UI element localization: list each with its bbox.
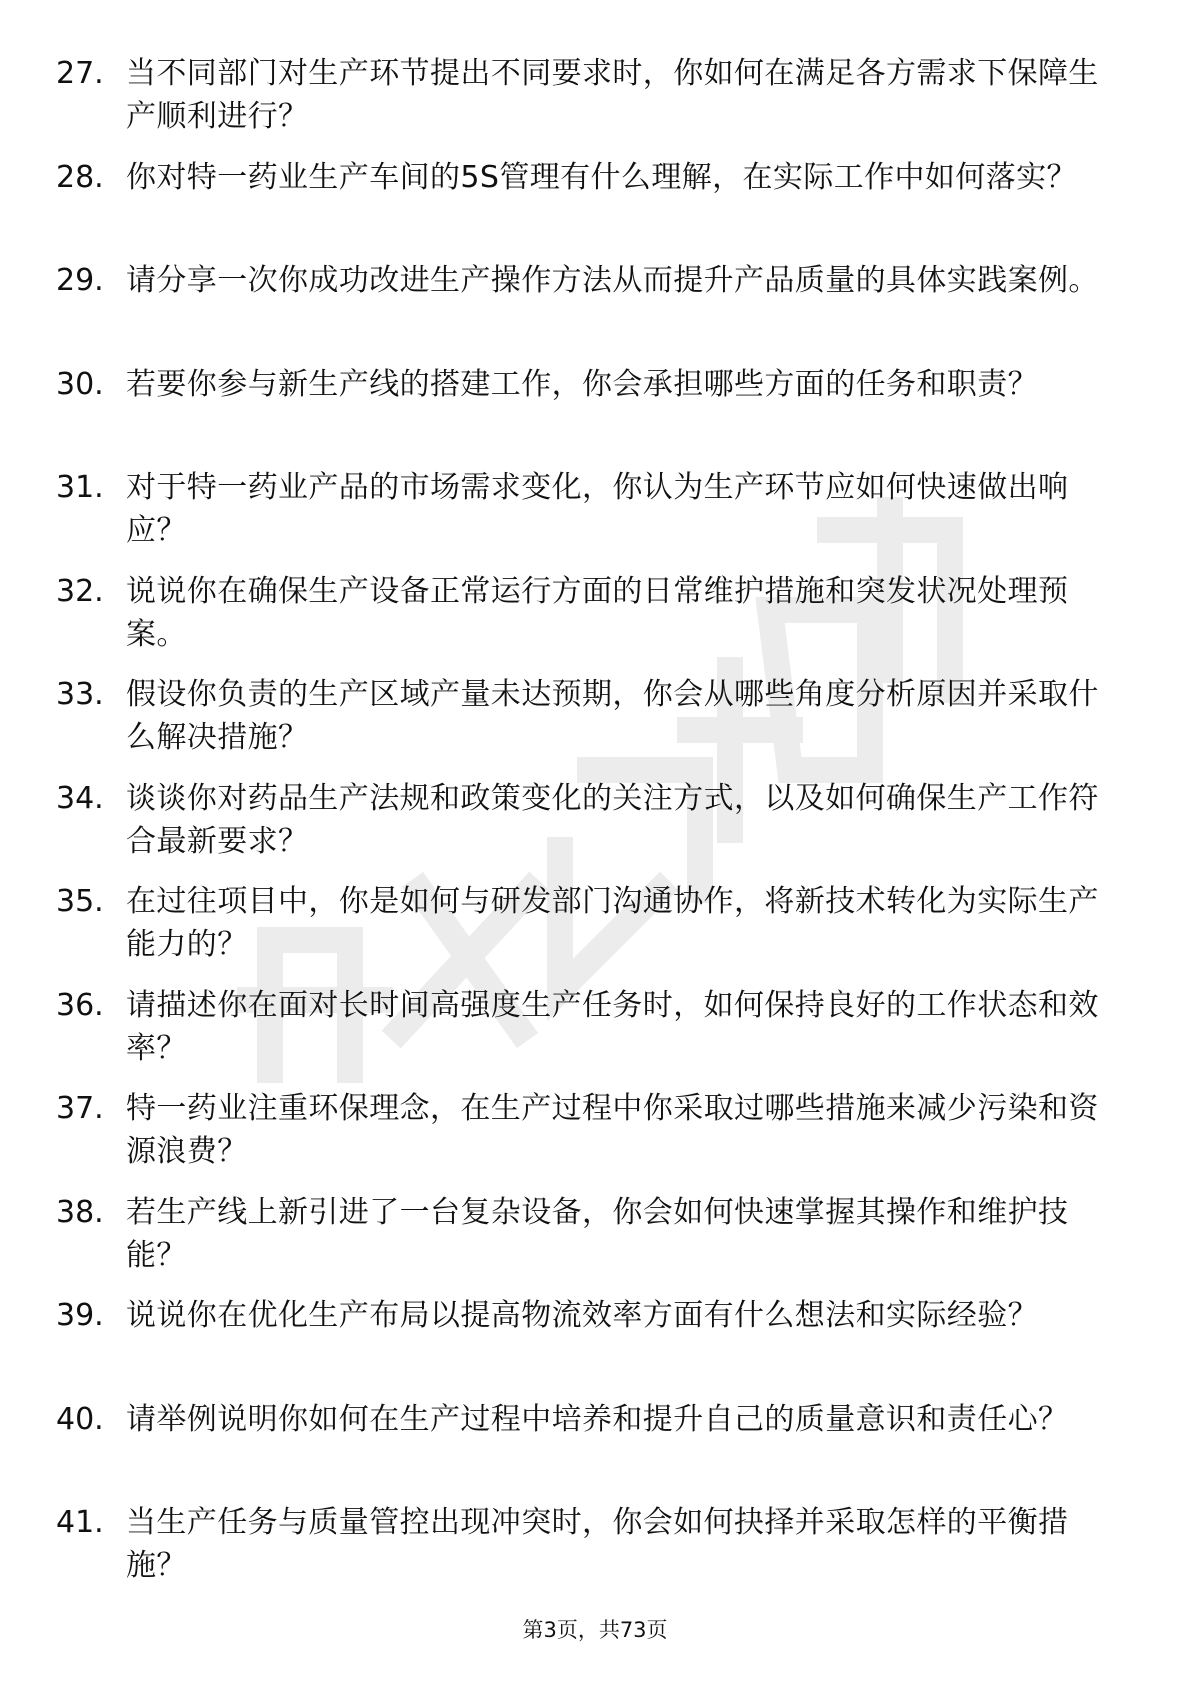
question-item [0, 984, 1190, 1088]
question-item [0, 1501, 1190, 1605]
question-text: 特一药业注重环保理念，在生产过程中你采取过哪些措施来减少污染和资源浪费？ [126, 1091, 1099, 1169]
question-item [0, 1087, 1190, 1191]
question-number: 30. [56, 366, 104, 402]
question-number: 41. [56, 1505, 104, 1540]
question-item [0, 259, 1190, 363]
question-text: 你对特一药业生产车间的5S管理有什么理解，在实际工作中如何落实？ [126, 159, 1077, 195]
question-item [0, 363, 1190, 467]
question-list [0, 52, 1190, 1605]
question-item [0, 777, 1190, 881]
question-number: 31. [56, 470, 104, 505]
question-text: 对于特一药业产品的市场需求变化，你认为生产环节应如何快速做出响应？ [126, 470, 1069, 548]
question-text: 请分享一次你成功改进生产操作方法从而提升产品质量的具体实践案例。 [126, 263, 1099, 298]
question-number: 28. [56, 159, 104, 195]
question-text: 当不同部门对生产环节提出不同要求时，你如何在满足各方需求下保障生产顺利进行？ [126, 56, 1099, 134]
question-item [0, 673, 1190, 777]
question-item [0, 466, 1190, 570]
question-item [0, 1191, 1190, 1295]
question-text: 请举例说明你如何在生产过程中培养和提升自己的质量意识和责任心？ [126, 1401, 1069, 1437]
question-number: 27. [56, 56, 104, 91]
question-item [0, 52, 1190, 156]
question-text: 假设你负责的生产区域产量未达预期，你会从哪些角度分析原因并采取什么解决措施？ [126, 677, 1099, 755]
question-number: 37. [56, 1091, 104, 1126]
question-number: 33. [56, 677, 104, 712]
question-text: 若生产线上新引进了一台复杂设备，你会如何快速掌握其操作和维护技能？ [126, 1194, 1069, 1273]
question-text: 请描述你在面对长时间高强度生产任务时，如何保持良好的工作状态和效率？ [126, 987, 1099, 1066]
question-item [0, 880, 1190, 984]
question-number: 32. [56, 573, 104, 609]
question-text: 若要你参与新生产线的搭建工作，你会承担哪些方面的任务和职责？ [126, 366, 1038, 402]
question-text: 说说你在优化生产布局以提高物流效率方面有什么想法和实际经验？ [126, 1298, 1038, 1333]
question-item [0, 1398, 1190, 1502]
question-number: 38. [56, 1194, 104, 1230]
question-text: 当生产任务与质量管控出现冲突时，你会如何抉择并采取怎样的平衡措施？ [126, 1505, 1069, 1583]
question-item [0, 1294, 1190, 1398]
question-number: 39. [56, 1298, 104, 1333]
question-text: 在过往项目中，你是如何与研发部门沟通协作，将新技术转化为实际生产能力的？ [126, 884, 1099, 962]
page-footer: 第3页，共73页 [522, 1618, 668, 1642]
question-text: 谈谈你对药品生产法规和政策变化的关注方式，以及如何确保生产工作符合最新要求？ [126, 780, 1099, 859]
question-number: 40. [56, 1401, 104, 1437]
question-item [0, 156, 1190, 260]
question-text: 说说你在确保生产设备正常运行方面的日常维护措施和突发状况处理预案。 [126, 573, 1069, 652]
question-item [0, 570, 1190, 674]
question-number: 36. [56, 987, 104, 1023]
question-number: 35. [56, 884, 104, 919]
question-number: 29. [56, 263, 104, 298]
question-number: 34. [56, 780, 104, 816]
